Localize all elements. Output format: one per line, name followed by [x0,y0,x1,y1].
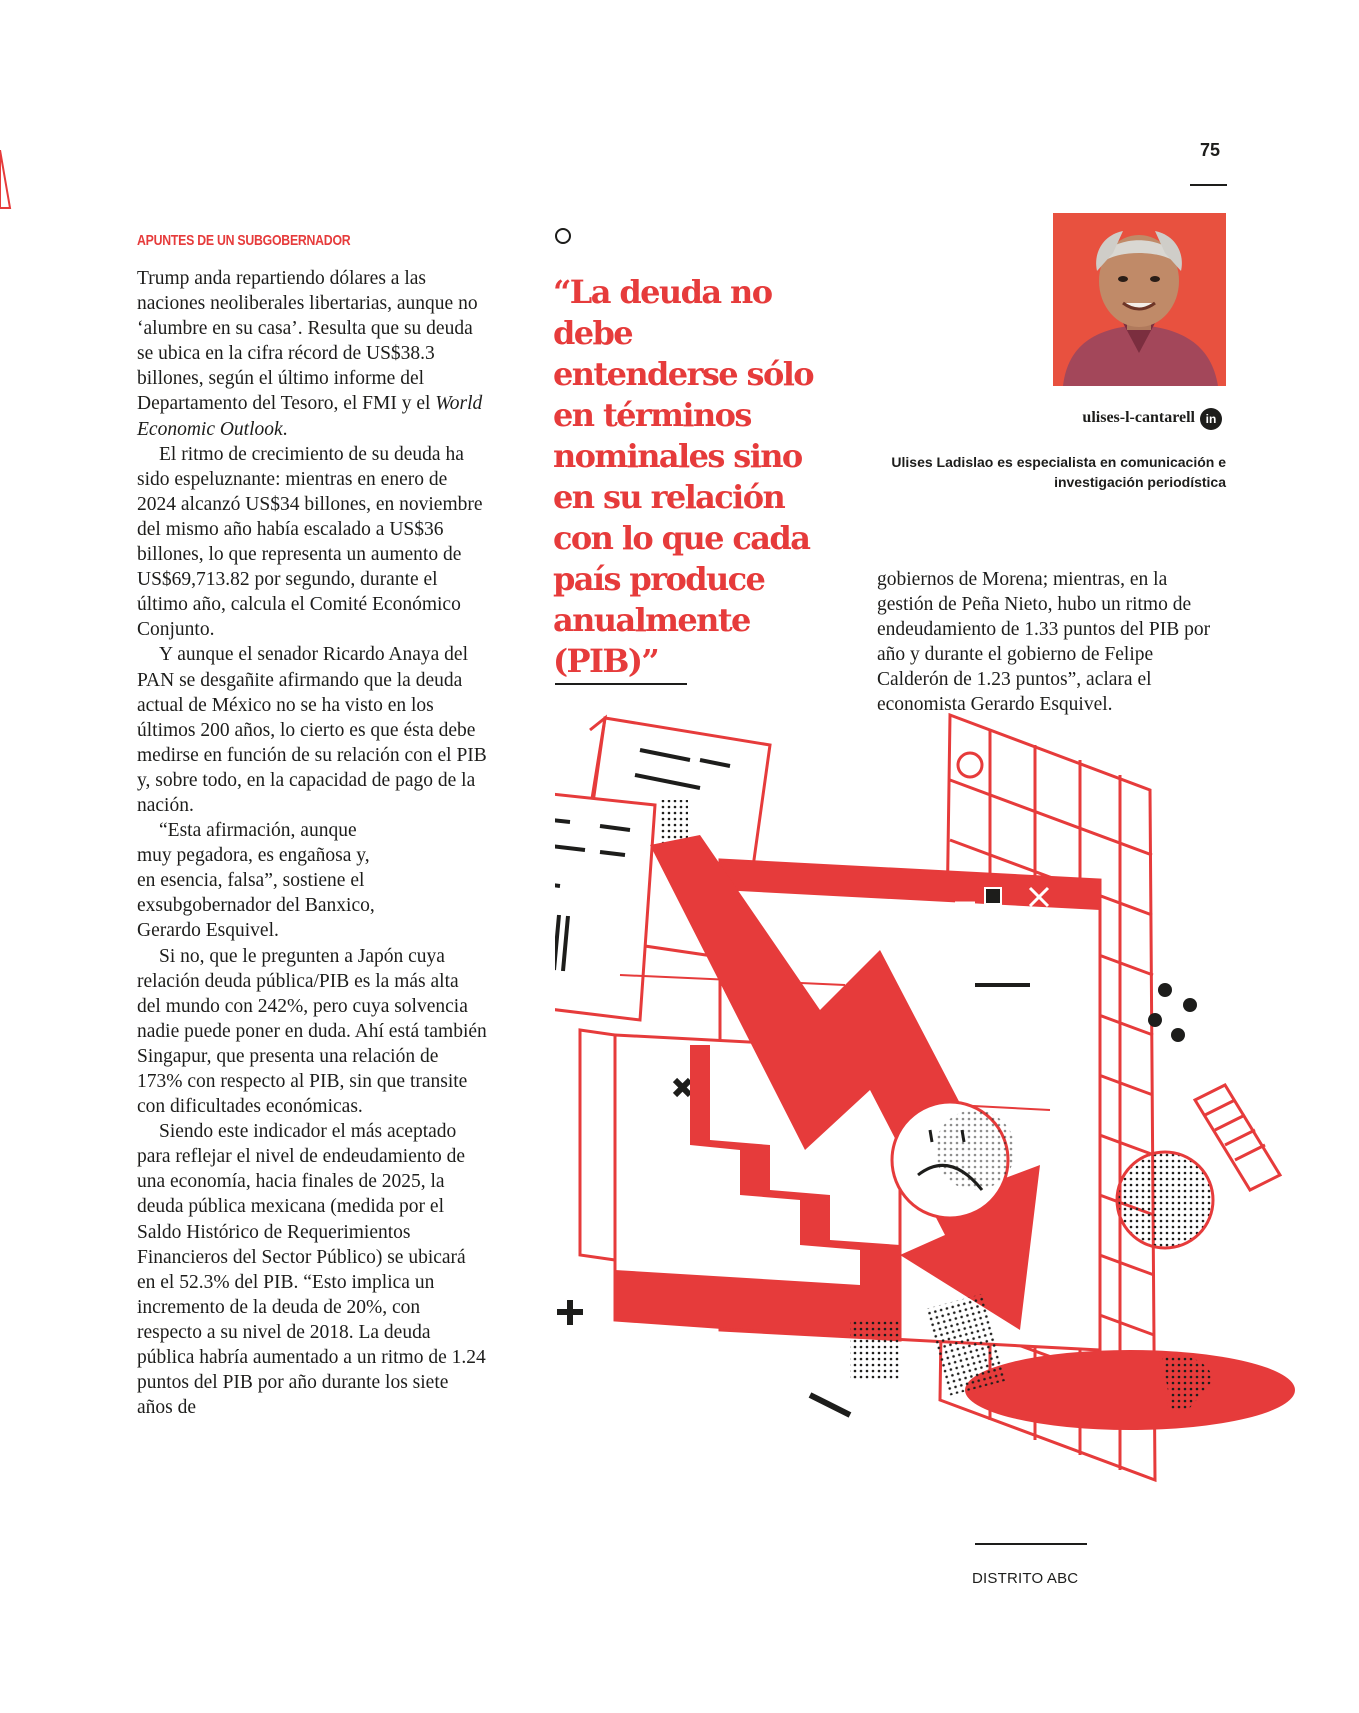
paragraph-6: Siendo este indicador el más aceptado para reflejar el nivel de endeudamiento de una economía, hacia finales de 2025, la deuda pública mexicana (medida por el Saldo Histórico de Requerimientos Financieros del Sector Público) se ubicará en el 52.3% del PIB. “Esto implica un incremento de la deuda de 20%, con respecto a su nivel de 2018. La deuda pública habría aumentado a un ritmo de 1.24 puntos del PIB por año durante los siete años de [137,1121,486,1419]
paragraph-2: El ritmo de crecimiento de su deuda ha sido espeluznante: mientras en enero de 2024 alcanzó US$34 billones, en noviembre del mismo año había escalado a US$36 billones, lo que representa un aumento de US$69,713.82 por segundo, durante el último año, calcula el Comité Económico Conjunto. [137,443,483,641]
circle-decoration [555,228,571,244]
page-number-rule [1190,184,1227,186]
page-number: 75 [1200,140,1221,160]
paragraph-7: gobiernos de Morena; mientras, en la gestión de Peña Nieto, hubo un ritmo de endeudamiento de 1.33 puntos del PIB por año y durante el gobierno de Felipe Calderón de 1.23 puntos”, aclara el economista Gerardo Esquivel. [877,569,1211,716]
linkedin-icon[interactable]: in [1200,408,1222,430]
pull-quote: “La deuda no debe entenderse sólo en términos nominales sino en su relación con lo que cada país produce anualmente (PIB)” [553,273,814,680]
coin-icon [1117,1152,1213,1248]
paragraph-1: Trump anda repartiendo dólares a las naciones neoliberales libertarias, aunque no ‘alumbre en su casa’. Resulta que su deuda se ubica en la cifra récord de US$38.3 billones, según el último informe del Departamento del Tesoro, el FMI y el World Economic Outlook. [137,268,483,440]
footer-rule [975,1543,1087,1545]
author-bio: Ulises Ladislao es especialista en comunicación e investigación periodística [891,454,1226,490]
debt-illustration [555,705,1315,1525]
paragraph-4: “Esta afirmación, aunque muy pegadora, es engañosa y, en esencia, falsa”, sostiene el exsubgobernador del Banxico, Gerardo Esquivel. [137,820,375,942]
quote-rule [555,683,687,685]
paragraph-5: Si no, que le pregunten a Japón cuya relación deuda pública/PIB es la más alta del mundo con 242%, pero cuya solvencia nadie puede poner en duda. Ahí está también Singapur, que presenta una relación de 173% con respecto al PIB, sin que transite con dificultades económicas. [137,945,487,1118]
dotted-patch [850,1320,900,1380]
minus-icon [810,1395,850,1415]
coin-stack-icon [1195,1085,1280,1190]
paragraph-3: Y aunque el senador Ricardo Anaya del PAN se desgañite afirmando que la deuda actual de México no se ha visto en los últimos 200 años, lo cierto es que ésta debe medirse en función de su relación con el PIB y, sobre todo, en la capacidad de pago de la nación. [137,644,487,816]
author-photo [1053,213,1226,386]
section-label: APUNTES DE UN SUBGOBERNADOR [137,232,351,249]
article-column-1 [137,266,487,1420]
author-handle[interactable]: ulises-l-cantarell [1082,409,1195,426]
article-column-3 [877,567,1227,718]
barcode-receipt-icon [555,788,655,1020]
footer-publication: DISTRITO ABC [972,1570,1079,1587]
plus-icon [557,1300,583,1325]
dots-decoration [1148,983,1197,1042]
author-portrait-image [1053,213,1226,386]
publication-title: World Economic Outlook [137,393,483,440]
corner-triangle-decoration [0,150,12,210]
